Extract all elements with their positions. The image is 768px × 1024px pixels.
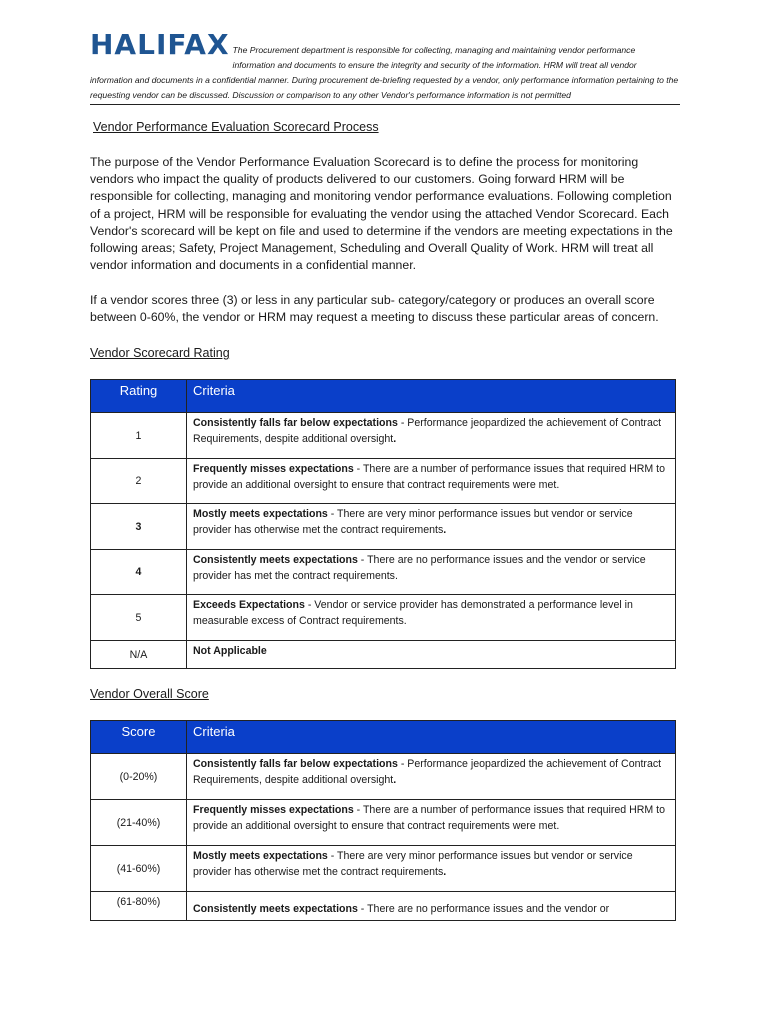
rating-value: N/A (91, 640, 187, 668)
criteria-text: - There are a number of performance issues that required HRM to provide an additional oversight to ensure that contract requirements were met. (193, 462, 666, 491)
criteria-title: Not Applicable (193, 644, 267, 657)
criteria-text: - There are no performance issues and the vendor or service provider has met the contract requirements. (193, 553, 646, 582)
score-range: (41-60%) (91, 846, 187, 892)
criteria-end: . (443, 866, 447, 878)
criteria-text: - There are very minor performance issues but vendor or service provider has otherwise met the contract requirements (193, 508, 633, 536)
criteria-title: Mostly meets expectations (193, 508, 328, 520)
criteria-cell (187, 595, 676, 641)
confidentiality-note: The Procurement department is responsible for collecting, managing and maintaining vendor performance information and documents to ensure the integrity and security of the information. HRM will treat all vendor information and documents in a confidential manner. During procurement de-briefing requested by a vendor, only performance information pertaining to the requesting vendor can be discussed. Discussion or comparison to any other Vendor's performance information is not permitted (90, 45, 679, 100)
rating-heading: Vendor Scorecard Rating (90, 346, 230, 360)
criteria-end: . (443, 524, 447, 536)
criteria-cell (187, 640, 676, 668)
table-row (91, 504, 676, 550)
criteria-cell (187, 800, 676, 846)
rating-value: 2 (91, 458, 187, 504)
criteria-text: - Performance jeopardized the achievement of Contract Requirements, despite additional oversight (193, 758, 662, 786)
halifax-logo: HALIFAX (90, 28, 230, 61)
criteria-cell (187, 549, 676, 595)
criteria-cell (187, 846, 676, 892)
criteria-text: - Vendor or service provider has demonstrated a performance level in measurable excess of Contract requirements. (193, 599, 633, 627)
criteria-cell (187, 458, 676, 504)
document-title: Vendor Performance Evaluation Scorecard Process (93, 120, 379, 134)
criteria-title: Consistently meets expectations (193, 553, 358, 566)
score-range: (61-80%) (91, 892, 187, 921)
criteria-cell (187, 413, 676, 459)
criteria-title: Consistently falls far below expectations (193, 758, 398, 770)
table-header-row (91, 721, 676, 754)
criteria-end: . (393, 774, 397, 786)
overall-score-heading: Vendor Overall Score (90, 687, 209, 701)
table-row (91, 458, 676, 504)
criteria-cell (187, 504, 676, 550)
table-row (91, 549, 676, 595)
rating-value: 1 (91, 413, 187, 459)
table-row (91, 413, 676, 459)
rating-value: 3 (91, 504, 187, 550)
column-header-score: Score (91, 721, 187, 754)
criteria-end: . (393, 433, 397, 445)
score-range: (0-20%) (91, 754, 187, 800)
criteria-title: Consistently falls far below expectations (193, 417, 398, 429)
criteria-cell (187, 892, 676, 921)
criteria-text: - There are a number of performance issues that required HRM to provide an additional oversight to ensure that contract requirements were met. (193, 804, 666, 832)
criteria-title: Consistently meets expectations (193, 903, 358, 915)
column-header-rating: Rating (91, 380, 187, 413)
criteria-title: Mostly meets expectations (193, 850, 328, 862)
table-row (91, 892, 676, 921)
criteria-title: Frequently misses expectations (193, 804, 354, 816)
table-row (91, 754, 676, 800)
table-row (91, 800, 676, 846)
purpose-paragraph: The purpose of the Vendor Performance Evaluation Scorecard is to define the process for monitoring vendors who impact the quality of products delivered to our customers. Going forward HRM will be responsible for collecting, managing and monitoring vendor performance evaluations. Following completion of a project, HRM will be responsible for evaluating the vendor using the attached Vendor Scorecard. Each Vendor's scorecard will be kept on file and used to determine if the vendors are meeting expectations in the following areas; Safety, Project Management, Scheduling and Overall Quality of Work. HRM will treat all vendor information and documents in a confidential manner. (90, 155, 673, 273)
criteria-title: Exceeds Expectations (193, 599, 305, 611)
table-row (91, 595, 676, 641)
table-row (91, 640, 676, 668)
overall-score-table (90, 720, 676, 921)
page-header (90, 30, 680, 103)
criteria-text: - Performance jeopardized the achievement of Contract Requirements, despite additional oversight (193, 417, 662, 445)
criteria-title: Frequently misses expectations (193, 462, 354, 475)
column-header-criteria: Criteria (187, 721, 676, 754)
concern-paragraph: If a vendor scores three (3) or less in any particular sub- category/category or produces an overall score between 0-60%, the vendor or HRM may request a meeting to discuss these particular areas of concern. (90, 293, 659, 325)
header-divider (90, 104, 680, 105)
rating-table (90, 379, 676, 669)
table-row (91, 846, 676, 892)
criteria-cell (187, 754, 676, 800)
rating-value: 4 (91, 549, 187, 595)
table-header-row (91, 380, 676, 413)
rating-value: 5 (91, 595, 187, 641)
criteria-text: - There are no performance issues and the vendor or (357, 903, 610, 915)
column-header-criteria: Criteria (187, 380, 676, 413)
criteria-text: - There are very minor performance issues but vendor or service provider has otherwise met the contract requirements (193, 850, 633, 878)
score-range: (21-40%) (91, 800, 187, 846)
